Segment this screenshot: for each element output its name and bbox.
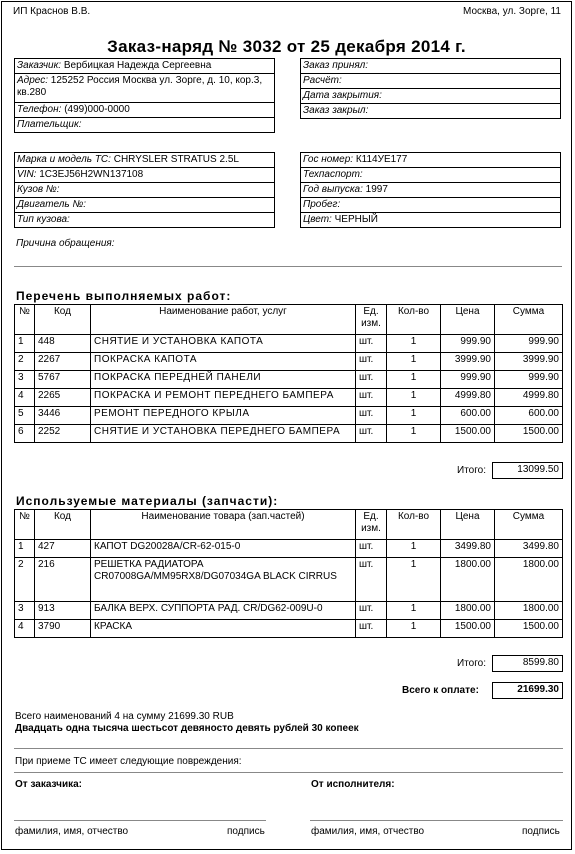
materials-total-label: Итого:	[457, 658, 486, 669]
item-price: 1500.00	[441, 425, 495, 443]
phone-value: (499)000-0000	[64, 104, 130, 115]
mileage-label: Пробег:	[301, 198, 561, 213]
item-code: 2252	[35, 425, 91, 443]
item-price: 1500.00	[441, 620, 495, 638]
item-name: ПОКРАСКА КАПОТА	[91, 353, 356, 371]
engine-number-label: Двигатель №:	[15, 198, 275, 213]
item-name: РЕШЕТКА РАДИАТОРА CR07008GA/MM95RX8/DG07034GA BLACK CIRRUS	[91, 558, 356, 602]
item-name: СНЯТИЕ И УСТАНОВКА КАПОТА	[91, 335, 356, 353]
item-price: 4999.80	[441, 389, 495, 407]
item-sum: 1800.00	[495, 602, 563, 620]
damage-divider-bottom	[14, 772, 563, 773]
item-code: 2265	[35, 389, 91, 407]
col-header: Ед. изм.	[356, 305, 387, 335]
item-qty: 1	[387, 620, 441, 638]
item-qty: 1	[387, 335, 441, 353]
damage-text: При приеме ТС имеет следующие повреждения:	[15, 756, 242, 767]
table-row	[15, 540, 563, 558]
vin-label: VIN:	[17, 169, 37, 180]
item-qty: 1	[387, 540, 441, 558]
address-value: 125252 Россия Москва ул. Зорге, д. 10, кор.3, кв.280	[17, 75, 263, 98]
close-date-label: Дата закрытия:	[301, 89, 561, 104]
col-header: Код	[35, 510, 91, 540]
works-table	[14, 304, 563, 443]
row-number: 2	[15, 558, 35, 602]
year-label: Год выпуска:	[303, 184, 363, 195]
client-label: Заказчик:	[17, 60, 62, 71]
item-unit: шт.	[356, 407, 387, 425]
vin-value: 1C3EJ56H2WN137108	[39, 169, 144, 180]
grand-total-label: Всего к оплате:	[402, 685, 479, 696]
works-total-label: Итого:	[457, 465, 486, 476]
plate-value: К114УЕ177	[355, 154, 408, 165]
client-fio-caption: фамилия, имя, отчество	[15, 826, 129, 837]
item-name: КАПОТ DG20028A/CR-62-015-0	[91, 540, 356, 558]
model-value: CHRYSLER STRATUS 2.5L	[113, 154, 239, 165]
calc-label: Расчёт:	[301, 74, 561, 89]
item-unit: шт.	[356, 602, 387, 620]
item-price: 1800.00	[441, 602, 495, 620]
summary-line: Всего наименований 4 на сумму 21699.30 RUB	[15, 711, 234, 722]
item-name: КРАСКА	[91, 620, 356, 638]
row-number: 5	[15, 407, 35, 425]
table-row	[15, 602, 563, 620]
payer-label: Плательщик:	[17, 119, 82, 130]
item-sum: 999.90	[495, 335, 563, 353]
customer-table	[14, 58, 275, 133]
col-header: Кол-во	[387, 305, 441, 335]
row-number: 4	[15, 620, 35, 638]
address-label: Адрес:	[17, 75, 48, 86]
row-number: 2	[15, 353, 35, 371]
item-sum: 999.90	[495, 371, 563, 389]
col-header: №	[15, 305, 35, 335]
work-order-document	[1, 1, 572, 850]
item-qty: 1	[387, 371, 441, 389]
item-price: 3499.80	[441, 540, 495, 558]
row-number: 3	[15, 602, 35, 620]
vehicle-table-left	[14, 152, 275, 228]
col-header: Цена	[441, 510, 495, 540]
item-code: 427	[35, 540, 91, 558]
works-header-row	[15, 305, 563, 335]
item-code: 216	[35, 558, 91, 602]
table-row	[15, 389, 563, 407]
item-name: РЕМОНТ ПЕРЕДНОГО КРЫЛА	[91, 407, 356, 425]
grand-total-value: 21699.30	[492, 682, 563, 699]
col-header: Ед. изм.	[356, 510, 387, 540]
row-number: 1	[15, 540, 35, 558]
contractor-signature-line	[310, 820, 563, 821]
table-row	[15, 620, 563, 638]
model-label: Марка и модель ТС:	[17, 154, 111, 165]
item-code: 3790	[35, 620, 91, 638]
body-type-label: Тип кузова:	[15, 213, 275, 228]
item-sum: 3499.80	[495, 540, 563, 558]
item-sum: 1800.00	[495, 558, 563, 602]
row-number: 4	[15, 389, 35, 407]
accepted-label: Заказ принял:	[301, 59, 561, 74]
col-header: Наименование товара (зап.частей)	[91, 510, 356, 540]
item-unit: шт.	[356, 540, 387, 558]
item-sum: 1500.00	[495, 620, 563, 638]
item-price: 1800.00	[441, 558, 495, 602]
item-unit: шт.	[356, 389, 387, 407]
item-unit: шт.	[356, 335, 387, 353]
materials-total-value: 8599.80	[492, 655, 563, 672]
item-code: 448	[35, 335, 91, 353]
table-row	[15, 558, 563, 602]
item-unit: шт.	[356, 425, 387, 443]
col-header: Цена	[441, 305, 495, 335]
body-number-label: Кузов №:	[15, 183, 275, 198]
works-total-value: 13099.50	[492, 462, 563, 479]
phone-label: Телефон:	[17, 104, 62, 115]
item-qty: 1	[387, 389, 441, 407]
item-unit: шт.	[356, 620, 387, 638]
item-code: 2267	[35, 353, 91, 371]
col-header: Кол-во	[387, 510, 441, 540]
row-number: 3	[15, 371, 35, 389]
year-value: 1997	[365, 184, 388, 195]
item-price: 3999.90	[441, 353, 495, 371]
item-name: ПОКРАСКА ПЕРЕДНЕЙ ПАНЕЛИ	[91, 371, 356, 389]
color-value: ЧЕРНЫЙ	[334, 214, 378, 225]
client-value: Вербицкая Надежда Сергеевна	[63, 60, 212, 71]
plate-label: Гос номер:	[303, 154, 354, 165]
client-signature-line	[14, 820, 266, 821]
item-code: 3446	[35, 407, 91, 425]
item-name: БАЛКА ВЕРХ. СУППОРТА РАД. CR/DG62-009U-0	[91, 602, 356, 620]
table-row	[15, 371, 563, 389]
item-qty: 1	[387, 353, 441, 371]
row-number: 6	[15, 425, 35, 443]
color-label: Цвет:	[303, 214, 332, 225]
item-unit: шт.	[356, 558, 387, 602]
item-qty: 1	[387, 407, 441, 425]
document-title: Заказ-наряд № 3032 от 25 декабря 2014 г.	[107, 37, 466, 56]
table-row	[15, 335, 563, 353]
item-name: ПОКРАСКА И РЕМОНТ ПЕРЕДНЕГО БАМПЕРА	[91, 389, 356, 407]
col-header: №	[15, 510, 35, 540]
order-status-table	[300, 58, 561, 119]
item-code: 5767	[35, 371, 91, 389]
vehicle-table-right	[300, 152, 561, 228]
row-number: 1	[15, 335, 35, 353]
col-header: Сумма	[495, 510, 563, 540]
materials-heading: Используемые материалы (запчасти):	[16, 494, 279, 508]
client-signature-label: От заказчика:	[15, 779, 82, 790]
closed-label: Заказ закрыл:	[301, 104, 561, 119]
col-header: Наименование работ, услуг	[91, 305, 356, 335]
item-price: 999.90	[441, 335, 495, 353]
amount-in-words: Двадцать одна тысяча шестьсот девяносто девять рублей 30 копеек	[15, 723, 359, 734]
reason-label: Причина обращения:	[16, 238, 115, 249]
materials-header-row	[15, 510, 563, 540]
col-header: Код	[35, 305, 91, 335]
item-sum: 1500.00	[495, 425, 563, 443]
item-unit: шт.	[356, 353, 387, 371]
item-unit: шт.	[356, 371, 387, 389]
item-qty: 1	[387, 602, 441, 620]
col-header: Сумма	[495, 305, 563, 335]
company-name: ИП Краснов В.В.	[13, 6, 91, 17]
item-sum: 3999.90	[495, 353, 563, 371]
reason-divider	[14, 266, 562, 267]
client-sign-caption: подпись	[227, 826, 265, 837]
company-address: Москва, ул. Зорге, 11	[463, 6, 561, 17]
contractor-fio-caption: фамилия, имя, отчество	[311, 826, 425, 837]
works-heading: Перечень выполняемых работ:	[16, 289, 232, 303]
contractor-sign-caption: подпись	[522, 826, 560, 837]
item-code: 913	[35, 602, 91, 620]
materials-table	[14, 509, 563, 638]
item-price: 999.90	[441, 371, 495, 389]
table-row	[15, 353, 563, 371]
item-sum: 4999.80	[495, 389, 563, 407]
item-qty: 1	[387, 425, 441, 443]
passport-label: Техпаспорт:	[301, 168, 561, 183]
item-price: 600.00	[441, 407, 495, 425]
table-row	[15, 407, 563, 425]
item-sum: 600.00	[495, 407, 563, 425]
item-qty: 1	[387, 558, 441, 602]
contractor-signature-label: От исполнителя:	[311, 779, 395, 790]
item-name: СНЯТИЕ И УСТАНОВКА ПЕРЕДНЕГО БАМПЕРА	[91, 425, 356, 443]
damage-divider-top	[14, 748, 563, 749]
table-row	[15, 425, 563, 443]
